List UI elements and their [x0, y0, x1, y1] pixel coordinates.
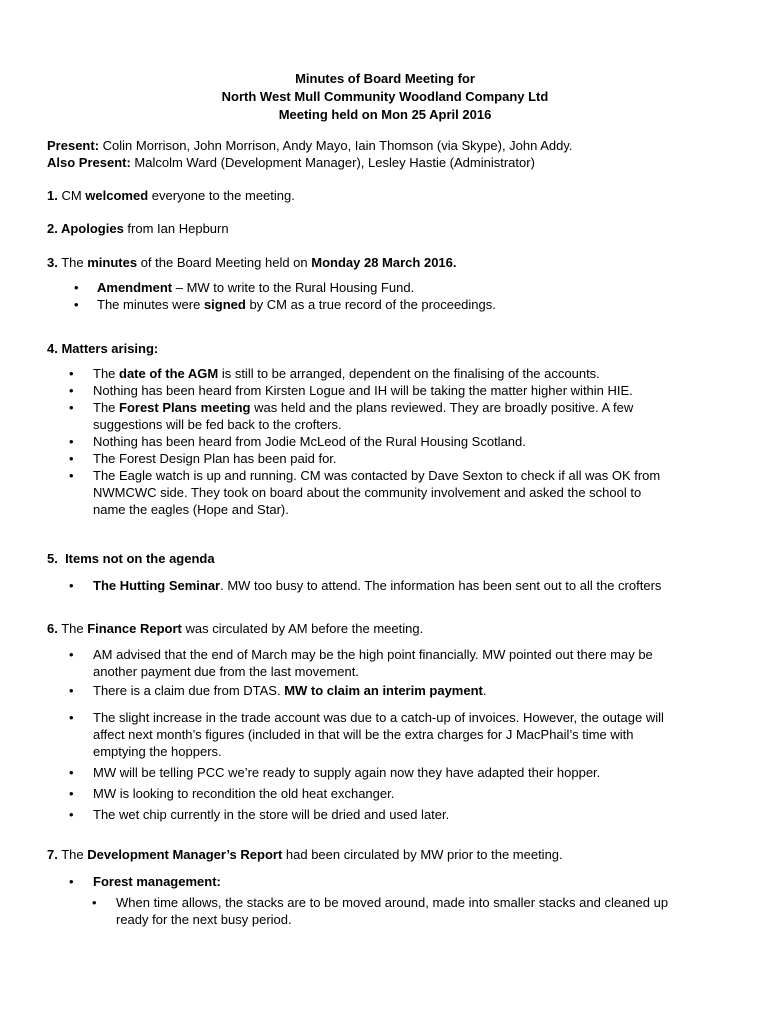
item-text: The Eagle watch is up and running. CM was contacted by Dave Sexton to check if all was OK from — [93, 468, 661, 483]
section-4-list — [93, 365, 733, 518]
list-item — [93, 646, 733, 680]
item-text: by CM as a true record of the proceedings. — [245, 297, 496, 312]
bullet-icon — [69, 365, 74, 382]
section-text: everyone to the meeting. — [148, 188, 295, 203]
item-bold: MW to claim an interim payment — [284, 683, 483, 698]
list-item — [93, 682, 733, 699]
section-7 — [47, 846, 727, 863]
item-bold: signed — [203, 297, 246, 312]
item-text: affect next month’s figures (included in that will be the extra charges for J MacPhail’s time with — [93, 727, 634, 742]
item-text: AM advised that the end of March may be the high point financially. MW pointed out there may be — [93, 647, 653, 662]
list-item — [93, 382, 733, 399]
bullet-icon — [69, 806, 74, 823]
list-item — [93, 806, 733, 823]
item-text: MW will be telling PCC we’re ready to supply again now they have adapted their hopper. — [93, 765, 601, 780]
section-5-list — [93, 577, 733, 594]
section-text: CM — [57, 188, 86, 203]
list-item — [93, 365, 733, 382]
bullet-icon — [69, 764, 74, 781]
bullet-icon — [69, 382, 74, 399]
section-bold: Development Manager’s Report — [87, 847, 283, 862]
bullet-icon — [69, 785, 74, 802]
bullet-icon — [69, 577, 74, 594]
section-7-list — [93, 873, 733, 890]
bullet-icon — [69, 399, 74, 416]
section-heading: 4. Matters arising: — [47, 341, 159, 356]
item-text: another payment due from the last movement. — [93, 664, 359, 679]
section-number: 6. — [47, 621, 58, 636]
section-bold: Finance Report — [87, 621, 182, 636]
section-number: 1. — [47, 188, 58, 203]
section-6-list — [93, 646, 733, 823]
section-3 — [47, 254, 727, 271]
item-text: name the eagles (Hope and Star). — [93, 502, 289, 517]
title-line-3: Meeting held on Mon 25 April 2016 — [278, 107, 492, 122]
item-bold: Forest Plans meeting — [119, 400, 251, 415]
section-6 — [47, 620, 727, 637]
item-bold: Amendment — [97, 280, 173, 295]
list-item — [97, 279, 737, 296]
section-bold: Apologies — [57, 221, 124, 236]
item-text: Nothing has been heard from Kirsten Logue and IH will be taking the matter higher within HIE. — [93, 383, 633, 398]
list-item — [97, 296, 737, 313]
list-item — [93, 433, 733, 450]
list-item — [116, 894, 736, 928]
document-header — [0, 70, 770, 124]
section-text: was circulated by AM before the meeting. — [181, 621, 424, 636]
section-7-sublist — [116, 894, 736, 928]
section-bold: Monday 28 March 2016. — [311, 255, 457, 270]
title-line-1: Minutes of Board Meeting for — [295, 71, 475, 86]
section-bold: minutes — [87, 255, 138, 270]
item-text: – MW to write to the Rural Housing Fund. — [172, 280, 415, 295]
list-item — [93, 764, 733, 781]
section-number: 7. — [47, 847, 58, 862]
item-text: . MW too busy to attend. The information has been sent out to all the crofters — [220, 578, 662, 593]
section-1 — [47, 187, 727, 204]
section-text: The — [57, 255, 88, 270]
also-present-names: Malcolm Ward (Development Manager), Lesley Hastie (Administrator) — [130, 155, 535, 170]
also-present-label: Also Present: — [47, 155, 131, 170]
item-text: ready for the next busy period. — [116, 912, 292, 927]
section-3-list — [97, 279, 737, 313]
item-bold: date of the AGM — [119, 366, 219, 381]
title-line-2: North West Mull Community Woodland Company Ltd — [221, 89, 549, 104]
bullet-icon — [69, 450, 74, 467]
section-2 — [47, 220, 727, 237]
section-text: The — [57, 847, 88, 862]
bullet-icon — [74, 279, 79, 296]
item-text: was held and the plans reviewed. They are broadly positive. A few — [250, 400, 634, 415]
bullet-icon — [69, 873, 74, 890]
item-text: When time allows, the stacks are to be moved around, made into smaller stacks and cleaned up — [116, 895, 669, 910]
item-text: MW is looking to recondition the old heat exchanger. — [93, 786, 395, 801]
item-text: NWMCWC side. They took on board about the community involvement and asked the school to — [93, 485, 642, 500]
item-text: suggestions will be fed back to the crofters. — [93, 417, 342, 432]
item-text: There is a claim due from DTAS. — [93, 683, 285, 698]
bullet-icon — [69, 467, 74, 484]
section-text: of the Board Meeting held on — [137, 255, 312, 270]
section-text: The — [57, 621, 88, 636]
item-bold: The Hutting Seminar — [93, 578, 221, 593]
section-5-heading — [47, 550, 727, 567]
bullet-icon — [69, 682, 74, 699]
list-item — [93, 467, 733, 518]
item-text: The — [93, 366, 120, 381]
section-number: 3. — [47, 255, 58, 270]
item-text: The slight increase in the trade account was due to a catch-up of invoices. However, the outage will — [93, 710, 664, 725]
item-text: The wet chip currently in the store will be dried and used later. — [93, 807, 450, 822]
item-text: The minutes were — [97, 297, 204, 312]
present-line — [47, 137, 727, 154]
bullet-icon — [69, 709, 74, 726]
list-item — [93, 450, 733, 467]
bullet-icon — [69, 433, 74, 450]
list-item — [93, 709, 733, 760]
item-text: is still to be arranged, dependent on the finalising of the accounts. — [218, 366, 600, 381]
section-number: 2. — [47, 221, 58, 236]
present-names: Colin Morrison, John Morrison, Andy Mayo, Iain Thomson (via Skype), John Addy. — [99, 138, 573, 153]
item-text: The — [93, 400, 120, 415]
section-text: from Ian Hepburn — [123, 221, 229, 236]
bullet-icon — [92, 894, 97, 911]
list-item — [93, 577, 733, 594]
list-item — [93, 399, 733, 433]
bullet-icon — [74, 296, 79, 313]
item-text: The Forest Design Plan has been paid for. — [93, 451, 337, 466]
section-text: had been circulated by MW prior to the meeting. — [282, 847, 563, 862]
item-text: Nothing has been heard from Jodie McLeod of the Rural Housing Scotland. — [93, 434, 526, 449]
list-item — [93, 873, 733, 890]
present-label: Present: — [47, 138, 100, 153]
also-present-line — [47, 154, 727, 171]
attendees — [47, 137, 727, 171]
item-text: . — [482, 683, 487, 698]
bullet-icon — [69, 646, 74, 663]
section-bold: welcomed — [85, 188, 149, 203]
section-heading: 5. Items not on the agenda — [47, 551, 215, 566]
item-text: emptying the hoppers. — [93, 744, 222, 759]
list-item — [93, 785, 733, 802]
item-bold: Forest management: — [93, 874, 221, 889]
section-4-heading — [47, 340, 727, 357]
